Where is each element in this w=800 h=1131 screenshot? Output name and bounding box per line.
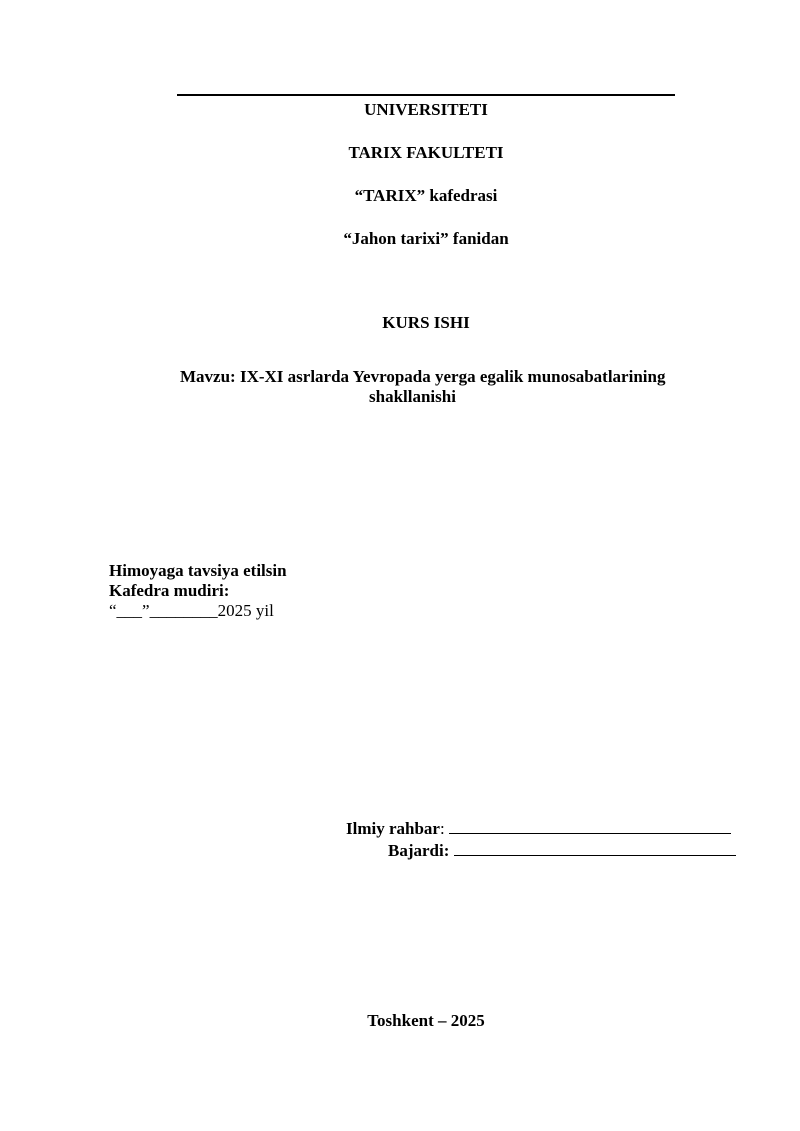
supervisor-signature-line — [346, 817, 731, 839]
work-type-title: KURS ISHI — [382, 313, 470, 332]
theme-line-2: shakllanishi — [369, 387, 456, 406]
top-rule — [177, 94, 675, 96]
performer-blank — [454, 839, 736, 856]
university-name: UNIVERSITETI — [364, 100, 488, 119]
performer-signature-line — [388, 839, 736, 861]
department-name: “TARIX” kafedrasi — [354, 186, 498, 205]
faculty-name: TARIX FAKULTETI — [348, 143, 504, 162]
subject-name: “Jahon tarixi” fanidan — [343, 229, 509, 248]
supervisor-separator: : — [439, 819, 445, 838]
theme-block — [180, 367, 740, 407]
approval-date: “___”________2025 yil — [109, 601, 274, 620]
supervisor-label: Ilmiy rahbar — [346, 819, 440, 838]
approval-block — [109, 561, 287, 621]
performer-label: Bajardi: — [388, 841, 450, 860]
supervisor-blank — [449, 817, 731, 834]
approval-head-label: Kafedra mudiri: — [109, 581, 230, 600]
theme-line-1: Mavzu: IX-XI asrlarda Yevropada yerga egalik munosabatlarining — [180, 367, 666, 386]
approval-recommend: Himoyaga tavsiya etilsin — [109, 561, 287, 580]
city-year: Toshkent – 2025 — [367, 1011, 485, 1030]
